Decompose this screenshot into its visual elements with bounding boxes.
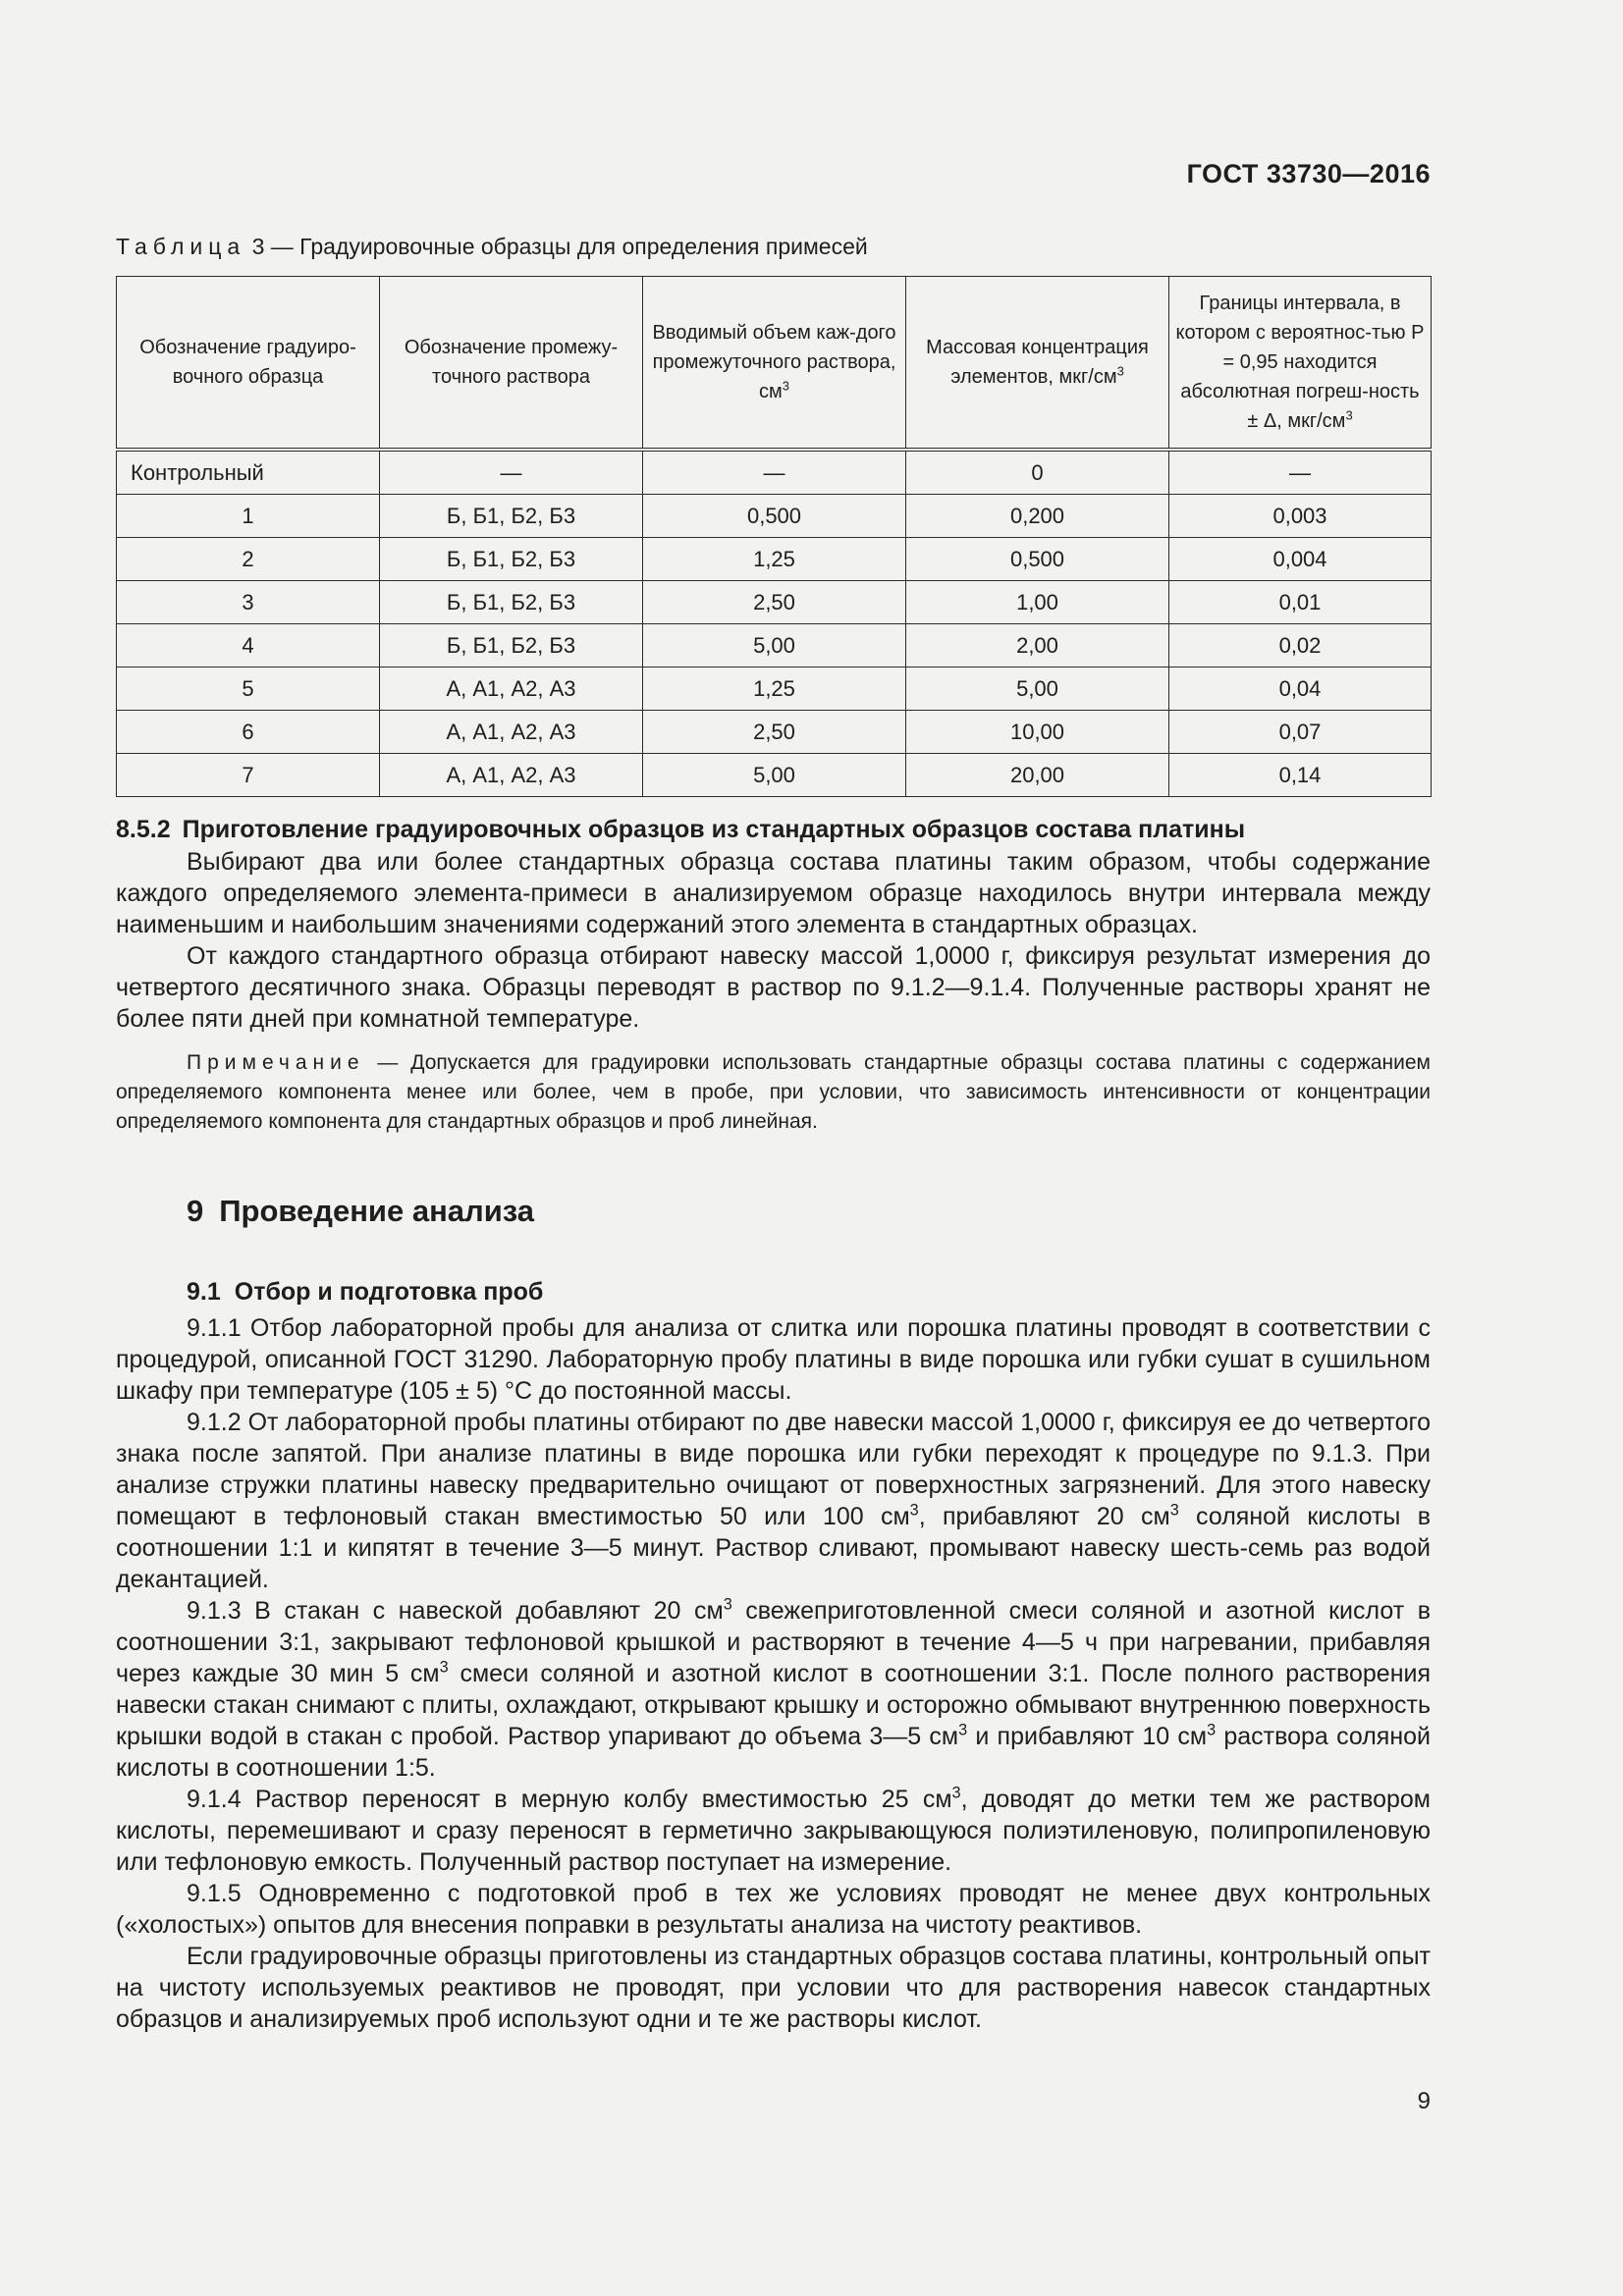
note-label: Примечание — [187, 1051, 365, 1074]
table-cell: 0,01 — [1169, 581, 1432, 624]
table-cell: А, А1, А2, А3 — [380, 667, 643, 711]
table-header-row — [117, 277, 1432, 451]
table-cell: 0,500 — [643, 495, 906, 538]
table-cell: Б, Б1, Б2, Б3 — [380, 581, 643, 624]
paragraph-9-1-4: 9.1.4 Раствор переносят в мерную колбу вместимостью 25 $см^3$, доводят до метки тем же раствором кислоты, перемешивают и сразу переносят в герметично закрывающуюся полиэтиленовую, полипропиленовую или тефлоновую емкость. Полученный раствор поступает на измерение. — [116, 1784, 1431, 1876]
table-cell: 0,07 — [1169, 711, 1432, 754]
table-cell: А, А1, А2, А3 — [380, 711, 643, 754]
table-row — [117, 754, 1432, 797]
table-cell: — — [643, 450, 906, 495]
paragraph-9-1-5-continued: Если градуировочные образцы приготовлены из стандартных образцов состава платины, контрольный опыт на чистоту используемых реактивов не проводят, при условии что для растворения навесок стандартных образцов и анализируемых проб используют одни и те же растворы кислот. — [116, 1943, 1431, 2033]
table-cell: 1,00 — [906, 581, 1169, 624]
table-cell: 0,500 — [906, 538, 1169, 581]
paragraph-9-1-3: 9.1.3 В стакан с навеской добавляют 20 $см^3$ свежеприготовленной смеси соляной и азотной кислот в соотношении 3:1, закрывают тефлоновой крышкой и растворяют в течение 4—5 ч при нагревании, прибавляя через каждые 30 мин 5 $см^3$ смеси соляной и азотной кислот в соотношении 3:1. После полного растворения навески стакан снимают с плиты, охлаждают, открывают крышку и осторожно обмывают внутреннюю поверхность крышки водой в стакан с пробой. Раствор упаривают до объема 3—5 $см^3$ и прибавляют 10 $см^3$ раствора соляной кислоты в соотношении 1:5. — [116, 1595, 1432, 1782]
table-row — [117, 711, 1432, 754]
table-cell: 1 — [117, 495, 380, 538]
paragraph-9-1-5: 9.1.5 Одновременно с подготовкой проб в тех же условиях проводят не менее двух контрольных («холостых») опытов для внесения поправки в результаты анализа на чистоту реактивов. — [116, 1880, 1431, 1939]
table-cell: 5,00 — [643, 624, 906, 667]
table-cell: Б, Б1, Б2, Б3 — [380, 624, 643, 667]
table-caption-text: 3 — Градуировочные образцы для определения примесей — [245, 234, 868, 259]
column-header-interval: Границы интервала, в котором с вероятнос-тью P = 0,95 находится абсолютная погреш-ность ± Δ, мкг/$см^3$ — [1169, 277, 1432, 451]
table-cell: 3 — [117, 581, 380, 624]
table-cell: 2 — [117, 538, 380, 581]
table-cell: 1,25 — [643, 667, 906, 711]
note-paragraph — [116, 1048, 1431, 1137]
section-9-1-heading: 9.1 Отбор и подготовка проб — [187, 1278, 544, 1306]
table-row — [117, 581, 1432, 624]
table-cell: 1,25 — [643, 538, 906, 581]
table-cell: 0 — [906, 450, 1169, 495]
table-row — [117, 538, 1432, 581]
table-cell: 10,00 — [906, 711, 1169, 754]
table-row — [117, 667, 1432, 711]
table-row — [117, 624, 1432, 667]
table-cell: 20,00 — [906, 754, 1169, 797]
document-body — [116, 813, 1431, 2035]
section-8-5-2-paragraph-1: Выбирают два или более стандартных образца состава платины таким образом, чтобы содержание каждого определяемого элемента-примеси в анализируемом образце находилось внутри интервала между наименьшим и наибольшим значениями содержаний этого элемента в стандартных образцах. — [116, 848, 1431, 938]
table-cell: 2,50 — [643, 711, 906, 754]
table-cell: 0,200 — [906, 495, 1169, 538]
table-cell: 0,003 — [1169, 495, 1432, 538]
table-cell: 2,50 — [643, 581, 906, 624]
table-cell: 0,02 — [1169, 624, 1432, 667]
table-row — [117, 450, 1432, 495]
calibration-table — [116, 276, 1432, 797]
table-cell: 5,00 — [643, 754, 906, 797]
table-cell: 0,004 — [1169, 538, 1432, 581]
table-cell: 0,04 — [1169, 667, 1432, 711]
table-caption — [116, 234, 868, 260]
note-text: — Допускается для градуировки использовать стандартные образцы состава платины с содержанием определяемого компонента менее или более, чем в пробе, при условии, что зависимость интенсивности от концентрации определяемого компонента для стандартных образцов и проб линейная. — [116, 1051, 1431, 1133]
section-8-5-2-paragraph-2: От каждого стандартного образца отбирают навеску массой 1,0000 г, фиксируя результат измерения до четвертого десятичного знака. Образцы переводят в раствор по 9.1.2—9.1.4. Полученные растворы хранят не более пяти дней при комнатной температуре. — [116, 942, 1431, 1033]
paragraph-9-1-2: 9.1.2 От лабораторной пробы платины отбирают по две навески массой 1,0000 г, фиксируя ее до четвертого знака после запятой. При анализе платины в виде порошка или губки переходят к процедуре по 9.1.3. При анализе стружки платины навеску предварительно очищают от поверхностных загрязнений. Для этого навеску помещают в тефлоновый стакан вместимостью 50 или 100 $см^3$, прибавляют 20 $см^3$ соляной кислоты в соотношении 1:1 и кипятят в течение 3—5 минут. Раствор сливают, промывают навеску шесть-семь раз водой декантацией. — [116, 1409, 1431, 1593]
column-header-concentration: Массовая концентрация элементов, мкг/$см^3$ — [906, 277, 1169, 451]
table-cell: Контрольный — [117, 450, 380, 495]
table-cell: А, А1, А2, А3 — [380, 754, 643, 797]
table-cell: 0,14 — [1169, 754, 1432, 797]
table-cell: 7 — [117, 754, 380, 797]
table-caption-word: Таблица — [116, 234, 246, 259]
table-cell: 6 — [117, 711, 380, 754]
table-cell: 5,00 — [906, 667, 1169, 711]
table-cell: Б, Б1, Б2, Б3 — [380, 538, 643, 581]
column-header-sample: Обозначение градуиро-вочного образца — [117, 277, 380, 451]
page-number: 9 — [1417, 2088, 1431, 2114]
table-body — [117, 450, 1432, 797]
section-9-heading: 9 Проведение анализа — [187, 1194, 535, 1228]
table-cell: 2,00 — [906, 624, 1169, 667]
column-header-solution: Обозначение промежу-точного раствора — [380, 277, 643, 451]
column-header-volume: Вводимый объем каж-дого промежуточного раствора, $см^3$ — [643, 277, 906, 451]
table-cell: Б, Б1, Б2, Б3 — [380, 495, 643, 538]
table-row — [117, 495, 1432, 538]
table-cell: — — [1169, 450, 1432, 495]
table-cell: — — [380, 450, 643, 495]
paragraph-9-1-1: 9.1.1 Отбор лабораторной пробы для анализа от слитка или порошка платины проводят в соответствии с процедурой, описанной ГОСТ 31290. Лабораторную пробу платины в виде порошка или губки сушат в сушильном шкафу при температуре (105 ± 5) °С до постоянной массы. — [116, 1314, 1431, 1405]
document-header: ГОСТ 33730—2016 — [1186, 159, 1431, 188]
table-cell: 4 — [117, 624, 380, 667]
section-8-5-2-heading: 8.5.2 Приготовление градуировочных образцов из стандартных образцов состава платины — [116, 816, 1246, 843]
table-header — [117, 277, 1432, 451]
table-cell: 5 — [117, 667, 380, 711]
